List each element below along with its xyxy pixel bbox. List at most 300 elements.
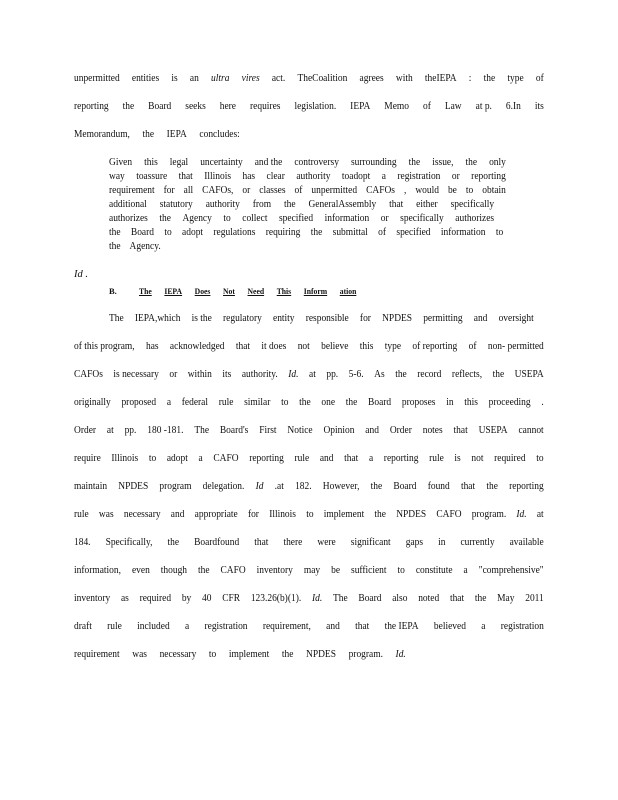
word: reporting xyxy=(471,171,506,182)
word: program xyxy=(159,481,192,492)
word: Law xyxy=(444,101,462,112)
word: 2011 xyxy=(525,593,544,604)
word: This xyxy=(276,286,291,296)
word: included xyxy=(137,621,170,632)
word: that xyxy=(235,341,251,352)
word: to xyxy=(495,227,504,238)
word: obtain xyxy=(482,185,506,196)
word: specifically xyxy=(400,213,444,224)
block-quote-line-4 xyxy=(109,199,494,211)
word: this xyxy=(464,397,478,408)
word: Board xyxy=(368,397,392,408)
word: acknowledged xyxy=(169,341,225,352)
word: GeneralAssembly xyxy=(308,199,377,210)
block-quote-line-2 xyxy=(109,171,506,183)
word: required xyxy=(494,453,526,464)
word: requirement xyxy=(109,185,155,196)
word: available xyxy=(509,537,544,548)
word: Inform xyxy=(303,286,327,296)
word: cannot xyxy=(518,425,544,436)
word: NPDES xyxy=(118,481,149,492)
word: CAFO xyxy=(220,565,246,576)
word: to xyxy=(208,649,217,660)
word: of xyxy=(468,341,477,352)
word: has xyxy=(242,171,256,182)
word: even xyxy=(131,565,150,576)
block-quote-line-1 xyxy=(109,157,506,169)
word: is xyxy=(454,453,461,464)
word: TheCoalition xyxy=(297,73,348,84)
word: : xyxy=(468,73,472,84)
word: toadopt xyxy=(341,171,371,182)
word: believed xyxy=(433,621,466,632)
paragraph1-line-3 xyxy=(74,128,544,142)
word: to xyxy=(148,453,157,464)
word: CAFOs xyxy=(74,369,103,380)
word: Opinion xyxy=(323,425,355,436)
word: Agency. xyxy=(129,241,161,252)
block-quote-line-6 xyxy=(109,227,503,239)
word: 40 xyxy=(202,593,212,604)
word: specified xyxy=(396,227,431,238)
word: is xyxy=(171,73,178,84)
word: additional xyxy=(109,199,147,210)
word: registration xyxy=(500,621,544,632)
word: NPDES xyxy=(382,313,413,324)
word: and xyxy=(170,509,185,520)
word: requires xyxy=(250,101,281,112)
word: Given xyxy=(109,157,133,168)
section-heading xyxy=(109,286,380,296)
word: Memo xyxy=(384,101,409,112)
word: information xyxy=(440,227,486,238)
word: that xyxy=(453,425,468,436)
word: information, xyxy=(74,565,121,576)
word: within xyxy=(187,369,212,380)
word: agrees xyxy=(359,73,384,84)
word: program. xyxy=(471,509,507,520)
word: Specifically, xyxy=(105,537,153,548)
word: 182. xyxy=(295,481,312,492)
block-quote-line-3 xyxy=(109,185,506,197)
word: proposed xyxy=(121,397,157,408)
word: the xyxy=(370,481,383,492)
word: authority. xyxy=(241,369,278,380)
word: 184. xyxy=(74,537,91,548)
word: Boardfound xyxy=(194,537,240,548)
word: adopt xyxy=(166,453,188,464)
word: May xyxy=(497,593,515,604)
word: a xyxy=(381,171,386,182)
word: either xyxy=(416,199,438,210)
word: Order xyxy=(389,425,412,436)
word: USEPA xyxy=(478,425,508,436)
word: NPDES xyxy=(306,649,336,660)
word: regulatory xyxy=(223,313,262,324)
word: implement xyxy=(323,509,365,520)
word: the xyxy=(197,565,210,576)
word: for xyxy=(359,313,371,324)
word: to xyxy=(397,565,405,576)
word: and the xyxy=(254,157,283,168)
word: ation xyxy=(339,286,357,296)
word: not xyxy=(471,453,484,464)
word: of reporting xyxy=(412,341,458,352)
word: for xyxy=(163,185,175,196)
word: of this program, xyxy=(74,341,135,352)
word: non- permitted xyxy=(487,341,544,352)
word: the xyxy=(167,537,180,548)
word: the IEPA xyxy=(384,621,419,632)
word: at xyxy=(309,369,316,380)
word: The xyxy=(138,286,152,296)
word: necessary xyxy=(159,649,197,660)
word: the xyxy=(310,227,323,238)
paragraph2-line-12 xyxy=(74,620,544,634)
word: from xyxy=(252,199,272,210)
section-heading-letter: B. xyxy=(109,286,117,296)
word: its xyxy=(222,369,232,380)
word: delegation. xyxy=(202,481,245,492)
word: legislation. xyxy=(294,101,337,112)
word: notes xyxy=(422,425,443,436)
word: legal xyxy=(169,157,189,168)
word: that xyxy=(449,593,465,604)
word: adopt xyxy=(182,227,204,238)
word: this xyxy=(144,157,158,168)
word: The xyxy=(332,593,348,604)
word: the xyxy=(483,73,496,84)
word: Id xyxy=(255,481,264,492)
word: authority xyxy=(205,199,240,210)
word: the xyxy=(345,397,358,408)
word: a xyxy=(198,453,203,464)
word: CFR xyxy=(222,593,241,604)
word: at xyxy=(106,425,114,436)
word: was xyxy=(132,649,147,660)
word: type xyxy=(384,341,402,352)
word: the xyxy=(122,101,135,112)
word: a xyxy=(184,621,190,632)
word: the xyxy=(281,649,294,660)
word: be xyxy=(447,185,457,196)
word: issue, xyxy=(432,157,454,168)
word: all xyxy=(183,185,194,196)
word: originally xyxy=(74,397,111,408)
word: rule xyxy=(294,453,310,464)
word: Illinois xyxy=(204,171,232,182)
word: IEPA xyxy=(350,101,371,112)
word: information xyxy=(324,213,370,224)
word: proceeding xyxy=(488,397,531,408)
word: 6.In xyxy=(505,101,521,112)
word: Board xyxy=(130,227,154,238)
word: 180 -181. xyxy=(147,425,184,436)
word: Id. xyxy=(288,369,299,380)
word: .at xyxy=(274,481,284,492)
word: be xyxy=(331,565,341,576)
word: noted xyxy=(418,593,440,604)
word: a xyxy=(481,621,486,632)
word: The xyxy=(109,313,124,324)
word: Id. xyxy=(395,649,406,660)
word: of xyxy=(422,101,431,112)
word: maintain xyxy=(74,481,108,492)
word: to xyxy=(306,509,314,520)
word: would xyxy=(415,185,439,196)
word: authorizes xyxy=(455,213,495,224)
word: or xyxy=(169,369,178,380)
word: concludes: xyxy=(199,129,240,140)
word: type xyxy=(507,73,524,84)
word: found xyxy=(427,481,450,492)
word: IEPA,which xyxy=(134,313,181,324)
paragraph1-line-2 xyxy=(74,100,544,114)
paragraph2-line-2 xyxy=(74,340,544,354)
word: and xyxy=(326,621,340,632)
word: were xyxy=(317,537,336,548)
word: seeks xyxy=(185,101,206,112)
word: Notice xyxy=(287,425,313,436)
word: NPDES xyxy=(396,509,427,520)
word: The xyxy=(194,425,210,436)
word: that xyxy=(355,621,370,632)
word: rule xyxy=(429,453,444,464)
word: to xyxy=(536,453,544,464)
word: sufficient xyxy=(351,565,387,576)
word: the xyxy=(109,227,121,238)
word: requiring xyxy=(265,227,301,238)
paragraph2-line-5 xyxy=(74,424,544,438)
paragraph2-line-10 xyxy=(74,564,544,578)
word: "comprehensive" xyxy=(478,565,544,576)
word: or xyxy=(451,171,460,182)
word: currently xyxy=(460,537,495,548)
word: clear xyxy=(266,171,285,182)
word: the xyxy=(474,593,487,604)
word: authorizes xyxy=(109,213,148,224)
word: Not xyxy=(222,286,235,296)
word: that xyxy=(344,453,359,464)
word: of xyxy=(535,73,544,84)
word: this xyxy=(359,341,374,352)
word: inventory xyxy=(256,565,293,576)
word: registration xyxy=(204,621,248,632)
word: act. xyxy=(271,73,286,84)
word: 123.26(b)(1). xyxy=(250,593,302,604)
word: submittal xyxy=(332,227,368,238)
word: registration xyxy=(397,171,441,182)
word: not xyxy=(297,341,310,352)
paragraph2-line-13 xyxy=(74,648,544,662)
word: As xyxy=(374,369,385,380)
word: to xyxy=(164,227,172,238)
word: Agency xyxy=(182,213,212,224)
word: gaps xyxy=(405,537,424,548)
word: reporting xyxy=(249,453,284,464)
word: there xyxy=(283,537,303,548)
word: reporting xyxy=(383,453,419,464)
word: the xyxy=(109,241,121,252)
word: the xyxy=(395,369,407,380)
word: Does xyxy=(194,286,211,296)
word: rule xyxy=(107,621,122,632)
word: authority xyxy=(296,171,331,182)
word: has xyxy=(145,341,159,352)
word: and xyxy=(319,453,334,464)
word: constitute xyxy=(415,565,453,576)
word: statutory xyxy=(159,199,193,210)
word: to xyxy=(281,397,289,408)
word: and xyxy=(365,425,379,436)
word: for xyxy=(247,509,259,520)
word: uncertainty xyxy=(200,157,243,168)
paragraph2-line-9 xyxy=(74,536,544,550)
word: in xyxy=(438,537,446,548)
word: by xyxy=(181,593,192,604)
word: here xyxy=(219,101,237,112)
word: is the xyxy=(191,313,212,324)
word: of xyxy=(294,185,303,196)
word: way xyxy=(109,171,125,182)
word: the xyxy=(486,481,498,492)
word: reporting xyxy=(74,101,109,112)
word: require xyxy=(74,453,101,464)
word: entity xyxy=(273,313,295,324)
paragraph2-line-7 xyxy=(74,480,544,494)
word: Need xyxy=(247,286,264,296)
paragraph1-line-1 xyxy=(74,72,544,86)
word: required xyxy=(139,593,172,604)
word: draft xyxy=(74,621,92,632)
word: though xyxy=(160,565,188,576)
word: the xyxy=(374,509,386,520)
word: . xyxy=(541,397,544,408)
word: that xyxy=(178,171,193,182)
word: specifically xyxy=(450,199,495,210)
word: the xyxy=(408,157,421,168)
word: toassure xyxy=(136,171,168,182)
word: inventory xyxy=(74,593,111,604)
word: may xyxy=(303,565,321,576)
word: rule xyxy=(74,509,89,520)
word: that xyxy=(460,481,476,492)
word: reflects, xyxy=(451,369,483,380)
word: First xyxy=(259,425,277,436)
word: surrounding xyxy=(350,157,397,168)
word: classes xyxy=(259,185,286,196)
word: requirement xyxy=(74,649,120,660)
word: program. xyxy=(348,649,383,660)
word: to xyxy=(223,213,231,224)
word: Illinois xyxy=(111,453,139,464)
word: of xyxy=(378,227,387,238)
paragraph2-line-1 xyxy=(109,312,534,326)
word: , xyxy=(403,185,407,196)
word: the xyxy=(284,199,296,210)
word: specified xyxy=(278,213,314,224)
word: at xyxy=(536,509,544,520)
word: that xyxy=(389,199,404,210)
word: significant xyxy=(350,537,391,548)
word: controversy xyxy=(294,157,339,168)
word: implement xyxy=(228,649,270,660)
paragraph2-line-4 xyxy=(74,396,544,410)
paragraph2-line-6 xyxy=(74,452,544,466)
word: However, xyxy=(322,481,360,492)
block-quote-line-5 xyxy=(109,213,494,225)
word: unpermitted xyxy=(74,73,120,84)
word: or xyxy=(242,185,251,196)
word: IEPA xyxy=(164,286,182,296)
word: CAFO xyxy=(213,453,239,464)
word: with xyxy=(395,73,413,84)
word: its xyxy=(534,101,544,112)
word: an xyxy=(189,73,199,84)
word: Id. xyxy=(516,509,527,520)
paragraph2-line-11 xyxy=(74,592,544,606)
word: CAFOs, xyxy=(202,185,234,196)
word: regulations xyxy=(213,227,256,238)
paragraph2-line-8 xyxy=(74,508,544,522)
word: to xyxy=(465,185,474,196)
word: a xyxy=(166,397,172,408)
word: and xyxy=(473,313,488,324)
word: Memorandum, xyxy=(74,129,130,140)
word: requirement, xyxy=(262,621,311,632)
word: entities xyxy=(131,73,160,84)
word: pp. xyxy=(326,369,339,380)
word: the xyxy=(142,129,155,140)
word: at p. xyxy=(475,101,492,112)
word: vires xyxy=(241,73,260,84)
word: record xyxy=(417,369,442,380)
word: Board xyxy=(148,101,172,112)
word: necessary xyxy=(123,509,161,520)
section-heading-title xyxy=(139,286,356,296)
word: one xyxy=(321,397,336,408)
word: reporting xyxy=(509,481,544,492)
word: 5-6. xyxy=(348,369,364,380)
word: ultra xyxy=(211,73,230,84)
paragraph2-line-3 xyxy=(74,368,544,382)
word: Board xyxy=(358,593,382,604)
word: only xyxy=(489,157,506,168)
block-quote-line-7 xyxy=(109,241,506,253)
word: collect xyxy=(242,213,268,224)
word: federal xyxy=(181,397,208,408)
word: Illinois xyxy=(269,509,296,520)
word: permitting xyxy=(423,313,463,324)
word: the xyxy=(159,213,171,224)
word: USEPA xyxy=(514,369,544,380)
word: rule xyxy=(218,397,234,408)
word: believe xyxy=(321,341,349,352)
word: a xyxy=(368,453,374,464)
word: is necessary xyxy=(113,369,159,380)
word: as xyxy=(120,593,129,604)
word: theIEPA xyxy=(424,73,457,84)
word: that xyxy=(254,537,269,548)
word: the xyxy=(299,397,311,408)
word: or xyxy=(380,213,389,224)
word: CAFO xyxy=(436,509,462,520)
word: CAFOs xyxy=(366,185,395,196)
word: also xyxy=(392,593,408,604)
word: responsible xyxy=(305,313,349,324)
word: a xyxy=(463,565,468,576)
word: the xyxy=(492,369,505,380)
